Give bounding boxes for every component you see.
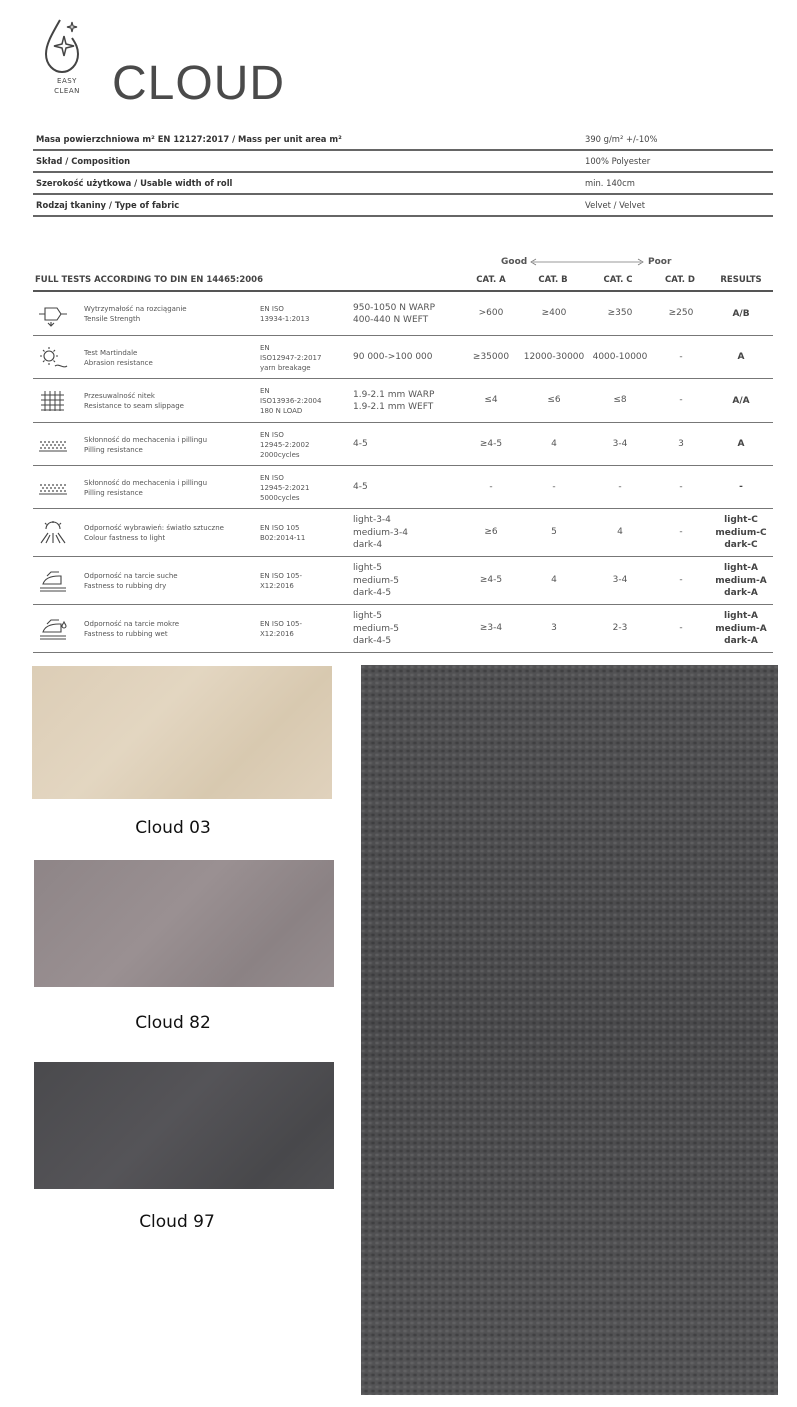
result-cell [711, 610, 771, 648]
cat-d-cell: - [679, 395, 683, 405]
test-row [33, 292, 773, 336]
test-name-en: Pilling resistance [84, 445, 143, 454]
test-value-line: dark-4-5 [353, 588, 392, 599]
cat-c-cell: ≤8 [613, 395, 627, 405]
cat-c-cell: 4000-10000 [592, 351, 648, 362]
test-standard-line: EN ISO 105 [260, 524, 300, 532]
result-line: dark-C [724, 540, 758, 551]
abrasion-icon [37, 345, 69, 371]
test-standard-line: EN ISO [260, 305, 284, 313]
test-standard-line: 2000cycles [260, 450, 300, 459]
test-standard-line: B02:2014-11 [260, 534, 306, 542]
spec-row [33, 151, 773, 173]
result-line: A [737, 439, 745, 450]
result-cell [711, 308, 771, 321]
result-cell [711, 395, 771, 408]
cat-a-cell: ≤4 [484, 395, 498, 405]
test-row [33, 557, 773, 605]
test-name-pl: Odporność na tarcie suche [84, 572, 178, 580]
swatch-label: Cloud 82 [135, 1013, 211, 1033]
test-row [33, 509, 773, 557]
test-value [353, 302, 435, 327]
test-row [33, 379, 773, 423]
test-standard-line: EN ISO 105- [260, 572, 303, 580]
header-cat-d: CAT. D [665, 275, 695, 285]
spec-row [33, 129, 773, 151]
cat-d-cell: - [679, 351, 683, 362]
test-standard-line: EN [260, 387, 270, 395]
test-name-pl: Wytrzymałość na rozciąganie [84, 305, 187, 313]
test-name-en: Abrasion resistance [84, 358, 153, 367]
test-standard [260, 430, 309, 460]
swatch-label: Cloud 03 [135, 818, 211, 838]
result-cell [711, 562, 771, 600]
test-value-line: medium-5 [353, 623, 399, 634]
cat-c-cell: ≥350 [607, 308, 633, 318]
test-standard-line: 12945-2:2021 [260, 483, 310, 492]
spec-value: 100% Polyester [585, 156, 651, 166]
test-name-pl: Skłonność do mechacenia i pillingu [84, 435, 208, 444]
double-arrow-icon [530, 258, 644, 266]
cat-a-cell: ≥4-5 [479, 438, 503, 449]
test-value [353, 438, 368, 451]
light-fastness-icon [37, 520, 69, 546]
scale-poor-label: Poor [648, 257, 672, 267]
result-line: dark-A [724, 588, 758, 599]
result-line: - [739, 482, 743, 493]
test-value [353, 610, 399, 648]
test-standard-line: yarn breakage [260, 363, 311, 372]
result-line: medium-A [715, 575, 767, 586]
test-name-en: Fastness to rubbing dry [84, 582, 167, 590]
tensile-icon [37, 301, 69, 327]
test-value-line: 1.9-2.1 mm WEFT [353, 402, 434, 412]
swatch-cloud-82 [34, 860, 334, 987]
test-name [84, 523, 224, 543]
test-row [33, 423, 773, 466]
test-name-pl: Skłonność do mechacenia i pillingu [84, 478, 208, 487]
test-row [33, 605, 773, 653]
result-line: light-C [724, 515, 758, 526]
test-name [84, 619, 179, 639]
easy-text: EASY [57, 77, 77, 85]
test-name-en: Colour fastness to light [84, 534, 166, 542]
test-name-pl: Odporność wybrawień: światło sztuczne [84, 524, 224, 532]
header-cat-b: CAT. B [538, 275, 568, 285]
test-standard-line: 180 N LOAD [260, 407, 303, 415]
spec-label: Rodzaj tkaniny / Type of fabric [36, 200, 180, 210]
cat-b-cell: 5 [551, 527, 557, 537]
test-standard-line: 5000cycles [260, 493, 300, 502]
cat-b-cell: 4 [551, 575, 557, 585]
tests-header [33, 272, 773, 292]
test-name [84, 304, 187, 324]
cat-b-cell: ≥400 [541, 308, 567, 318]
test-value-line: medium-3-4 [353, 527, 408, 538]
cat-c-cell: - [618, 481, 622, 492]
cat-d-cell: 3 [678, 438, 684, 449]
test-standard-line: X12:2016 [260, 582, 294, 590]
cat-a-cell: ≥3-4 [479, 623, 503, 633]
result-cell [711, 514, 771, 552]
pilling-icon [37, 432, 69, 458]
test-name-pl: Odporność na tarcie mokre [84, 620, 180, 628]
cat-a-cell: ≥35000 [472, 351, 510, 362]
cat-d-cell: - [679, 527, 683, 537]
test-standard-line: EN ISO 105- [260, 620, 303, 628]
test-standard-line: EN [260, 343, 270, 352]
test-name [84, 478, 207, 498]
test-value-line: 4-5 [353, 439, 368, 450]
test-value [353, 562, 399, 600]
swatch-label: Cloud 97 [139, 1212, 215, 1232]
test-value [353, 481, 368, 494]
cat-d-cell: - [679, 481, 683, 492]
rubbing-wet-icon [37, 616, 69, 642]
cat-c-cell: 4 [617, 527, 623, 537]
header-results: RESULTS [720, 275, 762, 285]
test-name [84, 391, 184, 411]
cat-d-cell: - [679, 575, 683, 585]
test-standard [260, 619, 302, 639]
rubbing-dry-icon [37, 568, 69, 594]
test-standard [260, 386, 321, 416]
test-standard-line: ISO13936-2:2004 [260, 397, 322, 405]
cat-b-cell: 3 [551, 623, 557, 633]
cat-d-cell: ≥250 [668, 308, 694, 318]
easy-clean-label [46, 76, 88, 96]
test-standard [260, 304, 309, 324]
test-standard-line: 13934-1:2013 [260, 315, 310, 323]
test-name [84, 348, 153, 368]
swatch-cloud-03 [32, 666, 332, 799]
test-value-line: 1.9-2.1 mm WARP [353, 389, 435, 400]
test-name-en: Fastness to rubbing wet [84, 630, 168, 638]
test-value-line: 950-1050 N WARP [353, 302, 436, 313]
cat-a-cell: - [489, 481, 493, 492]
test-standard [260, 571, 302, 591]
spec-table [33, 129, 773, 217]
result-line: medium-C [715, 527, 767, 538]
test-name [84, 571, 178, 591]
test-name-en: Tensile Strength [84, 315, 141, 323]
test-value-line: dark-4-5 [353, 636, 392, 647]
test-value [353, 351, 433, 364]
spec-value: Velvet / Velvet [585, 200, 646, 210]
test-value-line: medium-5 [353, 575, 399, 586]
test-name-pl: Przesuwalność nitek [84, 392, 155, 400]
test-standard [260, 473, 309, 503]
test-name-pl: Test Martindale [84, 348, 138, 357]
test-value-line: 400-440 N WEFT [353, 315, 429, 325]
test-name-en: Pilling resistance [84, 488, 143, 497]
result-cell [711, 351, 771, 364]
result-line: dark-A [724, 636, 758, 647]
cat-d-cell: - [679, 623, 683, 633]
test-standard-line: X12:2016 [260, 630, 294, 638]
result-line: A [737, 352, 745, 363]
test-value-line: light-5 [353, 611, 382, 622]
seam-slippage-icon [37, 388, 69, 414]
test-value-line: light-3-4 [353, 515, 391, 526]
test-standard [260, 343, 321, 373]
cat-a-cell: ≥6 [484, 527, 498, 537]
cat-c-cell: 3-4 [612, 438, 628, 449]
spec-label: Szerokość użytkowa / Usable width of roll [36, 178, 233, 188]
spec-value: 390 g/m² +/-10% [585, 134, 658, 144]
test-value-line: 90 000->100 000 [353, 352, 433, 363]
result-line: light-A [723, 563, 759, 574]
spec-label: Skład / Composition [36, 156, 131, 166]
result-line: medium-A [715, 623, 767, 634]
cat-c-cell: 3-4 [612, 575, 628, 585]
test-standard [260, 523, 305, 543]
spec-value: min. 140cm [585, 178, 635, 188]
test-row [33, 336, 773, 379]
cat-b-cell: 4 [551, 438, 557, 449]
tests-title: FULL TESTS ACCORDING TO DIN EN 14465:2006 [35, 275, 263, 285]
result-cell [711, 481, 771, 494]
spec-row [33, 173, 773, 195]
cat-a-cell: >600 [478, 308, 504, 318]
test-standard-line: 12945-2:2002 [260, 440, 310, 449]
test-value-line: dark-4 [353, 540, 383, 551]
cat-c-cell: 2-3 [612, 623, 628, 633]
fabric-closeup-image [361, 665, 778, 1395]
clean-text: CLEAN [54, 87, 80, 95]
test-standard-line: EN ISO [260, 473, 284, 482]
cat-b-cell: - [552, 481, 556, 492]
cat-a-cell: ≥4-5 [479, 575, 503, 585]
test-value-line: light-5 [353, 563, 382, 574]
scale-good-label: Good [501, 257, 528, 267]
header-cat-a: CAT. A [476, 275, 506, 285]
test-row [33, 466, 773, 509]
spec-row [33, 195, 773, 217]
header-cat-c: CAT. C [603, 275, 633, 285]
result-line: A/B [732, 308, 750, 319]
tests-table [33, 292, 773, 653]
result-cell [711, 438, 771, 451]
product-title: CLOUD [112, 57, 286, 110]
cat-b-cell: 12000-30000 [523, 351, 585, 362]
test-value [353, 389, 434, 414]
pilling-icon [37, 475, 69, 501]
result-line: A/A [732, 395, 750, 406]
test-name [84, 435, 207, 455]
test-standard-line: ISO12947-2:2017 [260, 353, 322, 362]
test-standard-line: EN ISO [260, 430, 284, 439]
cat-b-cell: ≤6 [547, 395, 561, 405]
result-line: light-A [723, 611, 759, 622]
test-value-line: 4-5 [353, 482, 368, 493]
spec-label: Masa powierzchniowa m² EN 12127:2017 / Mass per unit area m² [36, 134, 342, 144]
test-value [353, 514, 408, 552]
swatch-cloud-97 [34, 1062, 334, 1189]
test-name-en: Resistance to seam slippage [84, 402, 184, 410]
